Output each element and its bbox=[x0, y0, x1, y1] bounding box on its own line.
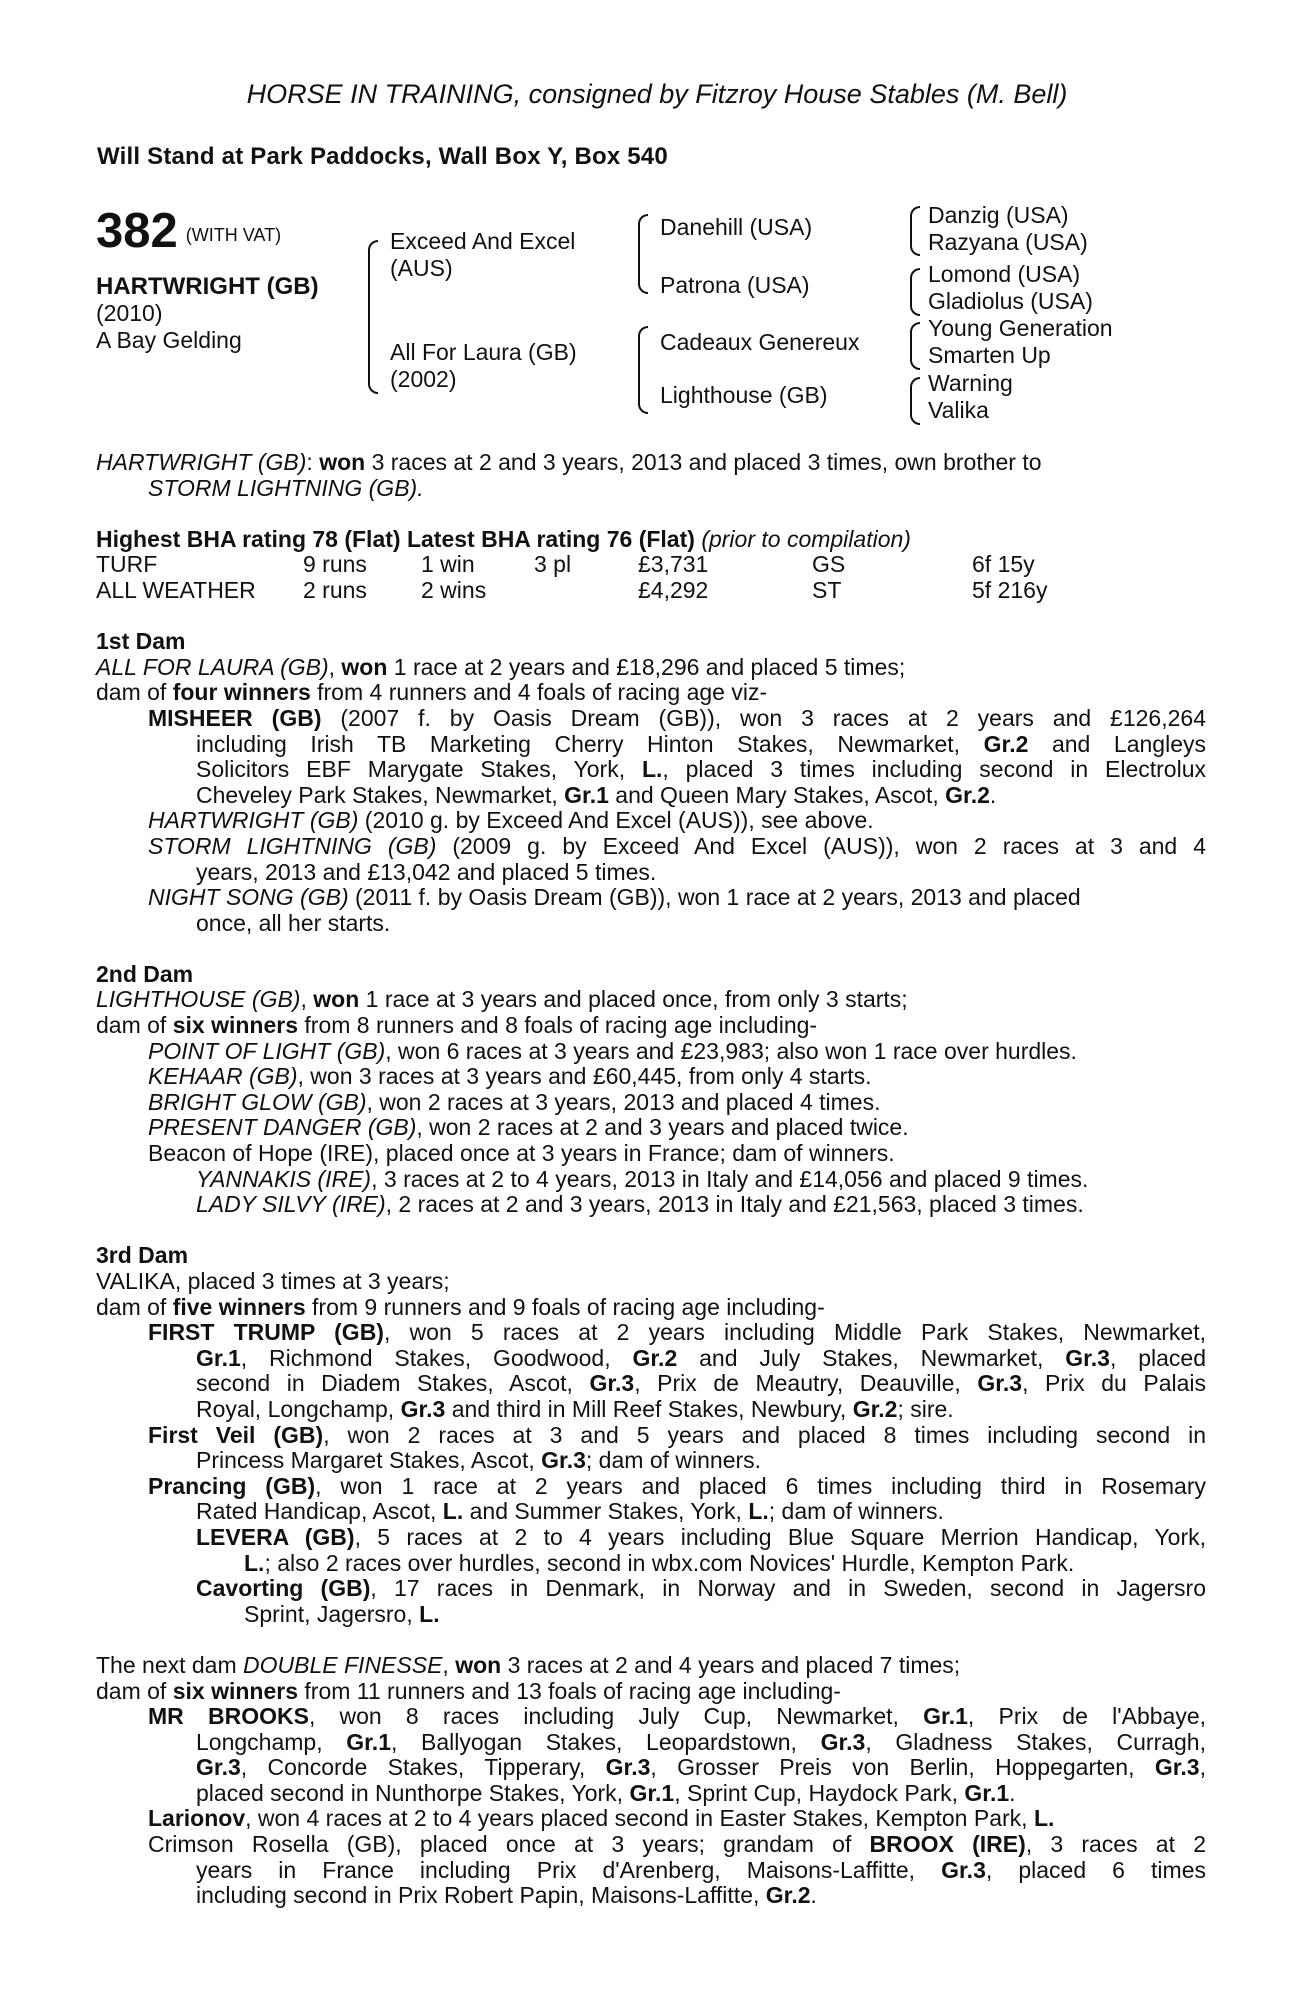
pedigree-dam-sire: Cadeaux Genereux bbox=[660, 329, 860, 355]
stat-placed: 3 pl bbox=[534, 551, 572, 578]
text-segment: six winners bbox=[172, 1677, 298, 1704]
text-segment: BRIGHT GLOW (GB) bbox=[148, 1088, 367, 1115]
text-segment: Prancing (GB) bbox=[148, 1472, 316, 1499]
text-segment: ; also 2 races over hurdles, second in wbx.com Novices' Hurdle, Kempton Park. bbox=[264, 1549, 1075, 1576]
text-segment: , Prix de l'Abbaye, bbox=[967, 1703, 1206, 1730]
text-segment: six winners bbox=[172, 1012, 298, 1039]
text-segment: second in Diadem Stakes, Ascot, bbox=[196, 1370, 590, 1397]
text-segment: Solicitors EBF Marygate Stakes, York, bbox=[196, 756, 642, 783]
text-segment: (2007 f. by Oasis Dream (GB)), won 3 races at 2 years and £126,264 bbox=[321, 704, 1206, 731]
stat-runs: 2 runs bbox=[303, 576, 367, 603]
catalogue-body bbox=[96, 450, 1206, 1909]
text: : bbox=[306, 449, 320, 475]
stat-distance: 6f 15y bbox=[972, 551, 1035, 578]
text-segment: (2011 f. by Oasis Dream (GB)), won 1 race at 2 years, 2013 and placed bbox=[348, 884, 1081, 911]
text-segment: 3 races at 2 and 4 years and placed 7 times; bbox=[501, 1651, 961, 1678]
text-segment: , Richmond Stakes, Goodwood, bbox=[240, 1344, 633, 1371]
text-line bbox=[96, 1371, 1206, 1397]
stat-going: GS bbox=[812, 551, 846, 578]
text-segment: four winners bbox=[172, 679, 311, 706]
stat-wins: 1 win bbox=[421, 551, 475, 578]
pedigree-ddd: Valika bbox=[928, 397, 989, 423]
text-segment: Princess Margaret Stakes, Ascot, bbox=[196, 1447, 542, 1474]
text-line bbox=[96, 706, 1206, 732]
text-segment: The next dam bbox=[96, 1651, 244, 1678]
text-segment: placed second in Nunthorpe Stakes, York, bbox=[196, 1779, 630, 1806]
text-segment: , won 4 races at 2 to 4 years placed second in Easter Stakes, Kempton Park, bbox=[245, 1805, 1034, 1832]
text-line bbox=[96, 783, 1206, 809]
text-line bbox=[96, 834, 1206, 860]
section-heading-2nd-dam: 2nd Dam bbox=[96, 960, 194, 987]
stat-surface: ALL WEATHER bbox=[96, 576, 256, 603]
pedigree-bracket bbox=[910, 377, 920, 425]
text-segment: , bbox=[328, 653, 342, 680]
text-line bbox=[96, 1525, 1206, 1551]
text-segment: 1 race at 2 years and £18,296 and placed 5 times; bbox=[387, 653, 906, 680]
text-line bbox=[96, 1474, 1206, 1500]
text-line bbox=[96, 1320, 1206, 1346]
text-segment: POINT OF LIGHT (GB) bbox=[148, 1037, 386, 1064]
text-segment: Larionov bbox=[148, 1805, 246, 1832]
text-segment: . bbox=[1009, 1779, 1016, 1806]
section-heading-3rd-dam: 3rd Dam bbox=[96, 1242, 189, 1269]
vat-note: (WITH VAT) bbox=[185, 225, 282, 245]
text-segment: STORM LIGHTNING (GB) bbox=[148, 832, 437, 859]
rating-text: Highest BHA rating 78 (Flat) Latest BHA rating 76 (Flat) bbox=[96, 525, 695, 552]
text-segment: , won 3 races at 3 years and £60,445, from only 4 starts. bbox=[297, 1063, 872, 1090]
text-line bbox=[96, 1730, 1206, 1756]
text-segment: 1 race at 3 years and placed once, from only 3 starts; bbox=[359, 986, 908, 1013]
pedigree-dam-year: (2002) bbox=[390, 366, 457, 392]
stand-location: Will Stand at Park Paddocks, Wall Box Y, Box 540 bbox=[97, 143, 668, 170]
pedigree-bracket bbox=[910, 322, 920, 370]
pedigree-bracket bbox=[638, 326, 648, 414]
text-segment: dam of bbox=[96, 1012, 173, 1039]
text-line bbox=[96, 732, 1206, 758]
text-line bbox=[96, 1013, 1206, 1039]
text-line bbox=[96, 1883, 1206, 1909]
text-line bbox=[96, 1397, 1206, 1423]
text-line bbox=[96, 1115, 1206, 1141]
text-segment: from 8 runners and 8 foals of racing age including- bbox=[298, 1012, 818, 1039]
text-line bbox=[96, 1755, 1206, 1781]
text-segment: Sprint, Jagersro, bbox=[244, 1600, 420, 1627]
pedigree-sss: Danzig (USA) bbox=[928, 202, 1069, 228]
text-segment: Cheveley Park Stakes, Newmarket, bbox=[196, 781, 565, 808]
pedigree-sire: Exceed And Excel bbox=[390, 228, 576, 254]
text-segment: Gr.3 bbox=[1065, 1344, 1110, 1371]
text-segment: Gr.2 bbox=[765, 1882, 811, 1909]
text-line bbox=[96, 808, 1206, 834]
text-segment: , 17 races in Denmark, in Norway and in Sweden, second in Jagersro bbox=[370, 1575, 1206, 1602]
text-segment: , won 5 races at 2 years including Middle Park Stakes, Newmarket, bbox=[383, 1319, 1206, 1346]
text: won bbox=[319, 449, 366, 475]
horse-year: (2010) bbox=[96, 300, 163, 326]
text-segment: , won 8 races including July Cup, Newmarket, bbox=[308, 1703, 924, 1730]
horse-name: HARTWRIGHT (GB) bbox=[96, 273, 319, 300]
text-segment: Gr.2 bbox=[945, 781, 990, 808]
text-line bbox=[96, 757, 1206, 783]
pedigree-ssd: Razyana (USA) bbox=[928, 229, 1088, 255]
text-segment: and Summer Stakes, York, bbox=[463, 1498, 749, 1525]
pedigree-sire-dam: Patrona (USA) bbox=[660, 272, 810, 298]
text-segment: , placed 6 times bbox=[985, 1856, 1206, 1883]
rating-note: (prior to compilation) bbox=[701, 525, 911, 552]
text-segment: Gr.2 bbox=[983, 730, 1029, 757]
section-heading-1st-dam: 1st Dam bbox=[96, 628, 186, 655]
stats-row-all-weather bbox=[96, 578, 1206, 604]
text-segment: (2009 g. by Exceed And Excel (AUS)), won 2 races at 3 and 4 bbox=[436, 832, 1206, 859]
text-segment: Royal, Longchamp, bbox=[196, 1395, 401, 1422]
text-line: Beacon of Hope (IRE), placed once at 3 years in France; dam of winners. bbox=[148, 1140, 895, 1167]
text-line bbox=[96, 1167, 1206, 1193]
text-segment: NIGHT SONG (GB) bbox=[148, 884, 349, 911]
pedigree-bracket bbox=[638, 214, 648, 294]
text-segment: Gr.3 bbox=[1154, 1754, 1200, 1781]
pedigree-sdd: Gladiolus (USA) bbox=[928, 288, 1093, 314]
pedigree-dam-dam: Lighthouse (GB) bbox=[660, 382, 828, 408]
text-segment: L. bbox=[748, 1498, 769, 1525]
text-segment: years in France including Prix d'Arenberg, Maisons-Laffitte, bbox=[196, 1856, 942, 1883]
text-line bbox=[96, 1806, 1206, 1832]
text-segment: , won 2 races at 3 years, 2013 and placed 4 times. bbox=[366, 1088, 881, 1115]
text-line bbox=[96, 1090, 1206, 1116]
text-segment: Gr.3 bbox=[941, 1856, 986, 1883]
text-segment: Gr.3 bbox=[400, 1395, 446, 1422]
text-segment: Gr.1 bbox=[346, 1728, 391, 1755]
text-segment: dam of bbox=[96, 679, 173, 706]
text-segment: , bbox=[442, 1651, 456, 1678]
text-segment: Gr.1 bbox=[629, 1779, 675, 1806]
text-segment: PRESENT DANGER (GB) bbox=[148, 1114, 417, 1141]
text-line bbox=[96, 1064, 1206, 1090]
stat-money: £3,731 bbox=[638, 551, 709, 578]
text-line bbox=[96, 1192, 1206, 1218]
pedigree-sds: Lomond (USA) bbox=[928, 261, 1081, 287]
rating-line bbox=[96, 527, 1206, 553]
summary-horse-name: HARTWRIGHT (GB) bbox=[96, 449, 307, 475]
text-segment: won bbox=[341, 653, 388, 680]
text-segment: LIGHTHOUSE (GB) bbox=[96, 986, 301, 1013]
text-segment: Gr.1 bbox=[923, 1703, 968, 1730]
text-line bbox=[96, 1832, 1206, 1858]
text-segment: from 11 runners and 13 foals of racing age including- bbox=[298, 1677, 841, 1704]
text-segment: dam of bbox=[96, 1293, 173, 1320]
text-segment: ; sire. bbox=[897, 1395, 954, 1422]
stat-runs: 9 runs bbox=[303, 551, 367, 578]
text-segment: L. bbox=[1033, 1805, 1055, 1832]
text-line bbox=[96, 1499, 1206, 1525]
text-segment: Rated Handicap, Ascot, bbox=[196, 1498, 443, 1525]
text-segment: , won 2 races at 2 and 3 years and placed twice. bbox=[416, 1114, 909, 1141]
text-segment: five winners bbox=[172, 1293, 306, 1320]
pedigree-bracket bbox=[910, 206, 920, 256]
text-segment: Cavorting (GB) bbox=[196, 1575, 371, 1602]
text-line bbox=[96, 987, 1206, 1013]
text-segment: , 5 races at 2 to 4 years including Blue Square Merrion Handicap, York, bbox=[354, 1523, 1206, 1550]
text-line bbox=[96, 1551, 1206, 1577]
text-segment: ALL FOR LAURA (GB) bbox=[96, 653, 329, 680]
text-line bbox=[96, 1602, 1206, 1628]
pedigree-bracket bbox=[910, 268, 920, 316]
text-segment: , Sprint Cup, Haydock Park, bbox=[674, 1779, 965, 1806]
text-segment: , bbox=[300, 986, 314, 1013]
text-segment: dam of bbox=[96, 1677, 173, 1704]
text-segment: from 4 runners and 4 foals of racing age viz- bbox=[310, 679, 768, 706]
text-segment: , Grosser Preis von Berlin, Hoppegarten, bbox=[650, 1754, 1155, 1781]
text-segment: , Prix de Meautry, Deauville, bbox=[634, 1370, 978, 1397]
text-segment: Crimson Rosella (GB), placed once at 3 years; grandam of bbox=[148, 1831, 870, 1858]
text-line bbox=[96, 1346, 1206, 1372]
text-line bbox=[96, 1423, 1206, 1449]
text-line bbox=[96, 1679, 1206, 1705]
text-segment: ; dam of winners. bbox=[768, 1498, 944, 1525]
text-segment: Gr.3 bbox=[820, 1728, 866, 1755]
text-segment: L. bbox=[419, 1600, 440, 1627]
stat-distance: 5f 216y bbox=[972, 576, 1048, 603]
stats-row-turf bbox=[96, 552, 1206, 578]
stat-surface: TURF bbox=[96, 551, 158, 578]
text-segment: , placed 3 times including second in Electrolux bbox=[662, 756, 1207, 783]
summary-line bbox=[96, 450, 1206, 476]
text-line bbox=[96, 1653, 1206, 1679]
text-segment: and third in Mill Reef Stakes, Newbury, bbox=[445, 1395, 853, 1422]
horse-description: A Bay Gelding bbox=[96, 327, 242, 353]
text-line bbox=[96, 1039, 1206, 1065]
pedigree-sire-country: (AUS) bbox=[390, 255, 453, 281]
text-line bbox=[96, 1704, 1206, 1730]
pedigree-sire-sire: Danehill (USA) bbox=[660, 214, 813, 240]
text-segment: Gr.3 bbox=[605, 1754, 651, 1781]
text-segment: L. bbox=[244, 1549, 265, 1576]
text-segment: Gr.3 bbox=[196, 1754, 241, 1781]
text-segment: , bbox=[1199, 1754, 1206, 1781]
text-segment: Gr.1 bbox=[964, 1779, 1010, 1806]
text-segment: , Prix du Palais bbox=[1022, 1370, 1207, 1397]
text-segment: BROOX (IRE) bbox=[869, 1831, 1026, 1858]
lot-number bbox=[96, 206, 281, 260]
text-line: once, all her starts. bbox=[196, 909, 391, 936]
text-segment: LEVERA (GB) bbox=[196, 1523, 355, 1550]
text-segment: , 2 races at 2 and 3 years, 2013 in Italy and £21,563, placed 3 times. bbox=[385, 1191, 1084, 1218]
text-segment: LADY SILVY (IRE) bbox=[196, 1191, 386, 1218]
text-segment: First Veil (GB) bbox=[148, 1421, 324, 1448]
text-segment: Longchamp, bbox=[196, 1728, 347, 1755]
stat-going: ST bbox=[812, 576, 842, 603]
text-segment: and Queen Mary Stakes, Ascot, bbox=[608, 781, 946, 808]
text-segment: FIRST TRUMP (GB) bbox=[148, 1319, 384, 1346]
text-segment: ; dam of winners. bbox=[585, 1447, 762, 1474]
text-line bbox=[96, 885, 1206, 911]
text-segment: including Irish TB Marketing Cherry Hinton Stakes, Newmarket, bbox=[196, 730, 984, 757]
text-segment: Gr.3 bbox=[541, 1447, 586, 1474]
text-segment: HARTWRIGHT (GB) bbox=[148, 807, 359, 834]
lot-number-value: 382 bbox=[96, 204, 178, 258]
text-segment: and July Stakes, Newmarket, bbox=[677, 1344, 1066, 1371]
text-segment: L. bbox=[442, 1498, 464, 1525]
text-segment: Gr.1 bbox=[564, 781, 609, 808]
pedigree-bracket bbox=[368, 240, 378, 394]
page-header-title: HORSE IN TRAINING, consigned by Fitzroy House Stables (M. Bell) bbox=[246, 79, 1068, 109]
stat-money: £4,292 bbox=[638, 576, 709, 603]
text-segment: , won 6 races at 3 years and £23,983; also won 1 race over hurdles. bbox=[385, 1037, 1077, 1064]
text-segment: including second in Prix Robert Papin, Maisons-Laffitte, bbox=[196, 1882, 766, 1909]
text-segment: , Ballyogan Stakes, Leopardstown, bbox=[391, 1728, 821, 1755]
text-segment: won bbox=[455, 1651, 502, 1678]
pedigree-dss: Young Generation bbox=[928, 315, 1113, 341]
pedigree-dds: Warning bbox=[928, 370, 1013, 396]
text-segment: Gr.2 bbox=[852, 1395, 898, 1422]
text-line: years, 2013 and £13,042 and placed 5 times. bbox=[196, 858, 657, 885]
text-line bbox=[96, 1781, 1206, 1807]
text-segment: KEHAAR (GB) bbox=[148, 1063, 298, 1090]
text-line bbox=[96, 655, 1206, 681]
text-line bbox=[96, 1448, 1206, 1474]
text-segment: , placed bbox=[1109, 1344, 1207, 1371]
text-segment: MR BROOKS bbox=[148, 1703, 309, 1730]
text-segment: and Langleys bbox=[1028, 730, 1206, 757]
text-segment: , 3 races at 2 bbox=[1025, 1831, 1206, 1858]
text-segment: , won 2 races at 3 and 5 years and placed 8 times including second in bbox=[323, 1421, 1206, 1448]
text-segment: won bbox=[313, 986, 360, 1013]
pedigree-dam: All For Laura (GB) bbox=[390, 339, 577, 365]
text-segment: . bbox=[989, 781, 997, 808]
text-segment: Gr.3 bbox=[977, 1370, 1023, 1397]
text-segment: , won 1 race at 2 years and placed 6 times including third in Rosemary bbox=[315, 1472, 1207, 1499]
text-segment: YANNAKIS (IRE) bbox=[196, 1165, 372, 1192]
text-line bbox=[96, 1295, 1206, 1321]
summary-line: STORM LIGHTNING (GB). bbox=[148, 474, 424, 501]
text-segment: Gr.1 bbox=[196, 1344, 241, 1371]
text-segment: (2010 g. by Exceed And Excel (AUS)), see above. bbox=[358, 807, 874, 834]
text-line bbox=[96, 680, 1206, 706]
text-segment: , 3 races at 2 to 4 years, 2013 in Italy and £14,056 and placed 9 times. bbox=[371, 1165, 1089, 1192]
text-segment: MISHEER (GB) bbox=[148, 704, 322, 731]
text-segment: , Concorde Stakes, Tipperary, bbox=[240, 1754, 606, 1781]
text-segment: from 9 runners and 9 foals of racing age including- bbox=[305, 1293, 825, 1320]
stat-wins: 2 wins bbox=[421, 576, 487, 603]
text-line bbox=[96, 1858, 1206, 1884]
text-segment: Gr.2 bbox=[632, 1344, 678, 1371]
pedigree-dsd: Smarten Up bbox=[928, 342, 1051, 368]
text-segment: L. bbox=[641, 756, 663, 783]
text-line bbox=[96, 1576, 1206, 1602]
text-segment: . bbox=[810, 1882, 817, 1909]
text-segment: Gr.3 bbox=[589, 1370, 635, 1397]
text-segment: , Gladness Stakes, Curragh, bbox=[865, 1728, 1206, 1755]
text: 3 races at 2 and 3 years, 2013 and placed 3 times, own brother to bbox=[365, 449, 1042, 475]
text-segment: DOUBLE FINESSE bbox=[243, 1651, 443, 1678]
text-line: VALIKA, placed 3 times at 3 years; bbox=[96, 1268, 450, 1294]
